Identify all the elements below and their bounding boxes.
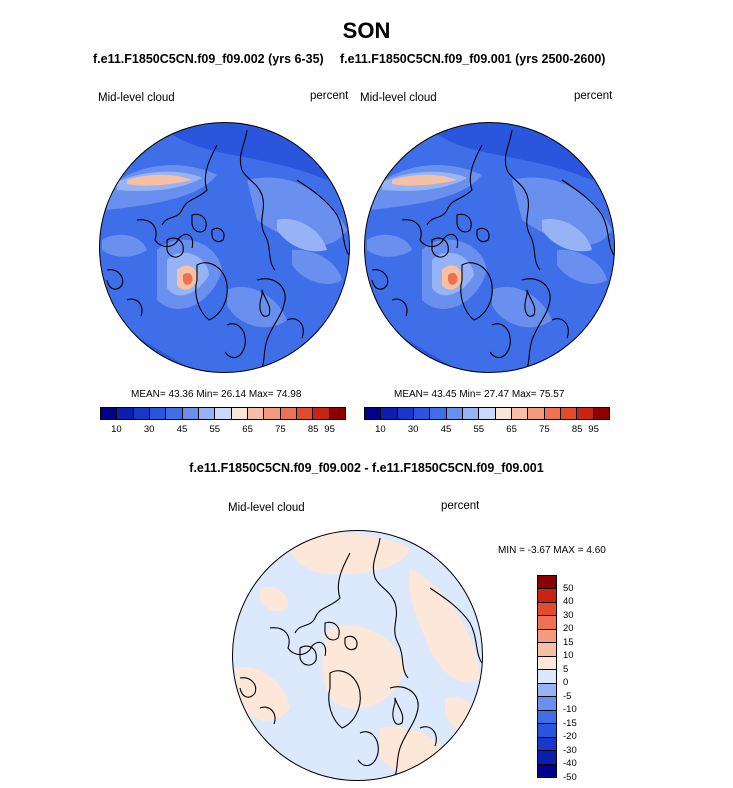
colorbar-swatch	[538, 684, 556, 697]
colorbar-tick-label: 65	[242, 424, 253, 435]
map-fill-layer	[97, 120, 352, 375]
colorbar-swatch	[447, 408, 463, 419]
figure-title: SON	[342, 18, 391, 43]
colorbar-tick-label: 85	[571, 424, 583, 435]
colorbar-swatch	[594, 408, 609, 419]
colorbar-swatch	[297, 408, 313, 419]
colorbar-tick-label: 75	[275, 424, 286, 435]
colorbar-tick-label: 55	[209, 424, 221, 435]
colorbar-swatch	[281, 408, 297, 419]
colorbar-difference	[537, 575, 557, 778]
colorbar-tick-label: 10	[375, 424, 386, 435]
colorbar-swatch	[330, 408, 345, 419]
colorbar-swatch	[538, 616, 556, 629]
colorbar-swatch	[414, 408, 430, 419]
colorbar-tick-label: -15	[563, 717, 577, 729]
colorbar-swatch	[538, 711, 556, 724]
colorbar-tick-label: 95	[588, 424, 599, 435]
colorbar-tick-label: -50	[563, 772, 577, 783]
colorbar-swatch	[117, 408, 133, 419]
colorbar-swatch	[538, 657, 556, 670]
colorbar-tick-label: 65	[506, 424, 517, 435]
colorbar-case2	[364, 407, 610, 420]
colorbar-tick-label: 10	[563, 650, 574, 662]
colorbar-swatch	[538, 589, 556, 602]
case2-title: f.e11.F1850C5CN.f09_f09.001 (yrs 2500-2600)	[340, 52, 606, 66]
difference-title: f.e11.F1850C5CN.f09_f09.002 - f.e11.F1850C5CN.f09_f09.001	[189, 461, 544, 475]
polar-map-case1	[97, 120, 352, 375]
colorbar-swatch	[538, 576, 556, 589]
colorbar-swatch	[538, 643, 556, 656]
colorbar-case1	[100, 407, 346, 420]
panel1-variable: Mid-level cloud	[98, 92, 175, 104]
colorbar-tick-label: 0	[563, 677, 569, 689]
colorbar-swatch	[512, 408, 528, 419]
colorbar-tick-label: 10	[111, 424, 122, 435]
diff-variable: Mid-level cloud	[228, 502, 305, 514]
colorbar-swatch	[479, 408, 495, 419]
colorbar-tick-label: -20	[563, 731, 577, 743]
colorbar-swatch	[398, 408, 414, 419]
polar-map-difference	[230, 528, 485, 783]
colorbar-tick-label: 95	[324, 424, 335, 435]
panel1-stats: MEAN= 43.36 Min= 26.14 Max= 74.98	[131, 389, 302, 400]
diff-units: percent	[441, 500, 480, 512]
colorbar-swatch	[215, 408, 231, 419]
colorbar-tick-label: 50	[563, 582, 574, 594]
colorbar-swatch	[134, 408, 150, 419]
colorbar-tick-label: 40	[563, 596, 574, 608]
colorbar-tick-label: 45	[440, 424, 452, 435]
colorbar-tick-label: -5	[563, 690, 572, 702]
case1-title: f.e11.F1850C5CN.f09_f09.002 (yrs 6-35)	[93, 52, 324, 66]
colorbar-swatch	[101, 408, 117, 419]
panel2-variable: Mid-level cloud	[360, 92, 437, 104]
colorbar-swatch	[538, 670, 556, 683]
colorbar-swatch	[248, 408, 264, 419]
colorbar-swatch	[538, 697, 556, 710]
colorbar-swatch	[538, 751, 556, 764]
colorbar-tick-label: 55	[473, 424, 485, 435]
polar-map-case2	[362, 120, 617, 375]
colorbar-swatch	[538, 630, 556, 643]
colorbar-tick-label: -10	[563, 704, 577, 716]
panel2-stats: MEAN= 43.45 Min= 27.47 Max= 75.57	[394, 389, 565, 400]
map-fill-layer	[230, 528, 485, 783]
colorbar-tick-label: 45	[176, 424, 188, 435]
panel1-units: percent	[310, 90, 349, 102]
colorbar-swatch	[232, 408, 248, 419]
colorbar-swatch	[538, 724, 556, 737]
colorbar-tick-label: 30	[143, 424, 155, 435]
map-fill-layer	[362, 120, 617, 375]
colorbar-swatch	[313, 408, 329, 419]
colorbar-case2-ticks	[364, 424, 610, 438]
colorbar-swatch	[561, 408, 577, 419]
colorbar-swatch	[381, 408, 397, 419]
diff-stats: MIN = -3.67 MAX = 4.60	[498, 545, 606, 556]
colorbar-tick-label: -30	[563, 744, 577, 756]
colorbar-swatch	[183, 408, 199, 419]
colorbar-tick-label: 5	[563, 663, 569, 675]
colorbar-case1-ticks	[100, 424, 346, 438]
colorbar-swatch	[538, 738, 556, 751]
colorbar-difference-ticks	[561, 575, 601, 783]
colorbar-tick-label: 15	[563, 636, 574, 648]
colorbar-swatch	[538, 603, 556, 616]
colorbar-tick-label: 85	[307, 424, 319, 435]
colorbar-swatch	[496, 408, 512, 419]
colorbar-swatch	[577, 408, 593, 419]
colorbar-tick-label: 30	[407, 424, 419, 435]
colorbar-swatch	[545, 408, 561, 419]
colorbar-swatch	[166, 408, 182, 419]
colorbar-tick-label: 20	[563, 623, 574, 635]
colorbar-swatch	[430, 408, 446, 419]
colorbar-tick-label: 75	[539, 424, 550, 435]
panel2-units: percent	[574, 90, 613, 102]
colorbar-swatch	[150, 408, 166, 419]
colorbar-tick-label: 30	[563, 609, 574, 621]
colorbar-swatch	[365, 408, 381, 419]
colorbar-swatch	[463, 408, 479, 419]
colorbar-tick-label: -40	[563, 758, 577, 770]
colorbar-swatch	[528, 408, 544, 419]
colorbar-swatch	[538, 765, 556, 777]
colorbar-swatch	[264, 408, 280, 419]
colorbar-swatch	[199, 408, 215, 419]
